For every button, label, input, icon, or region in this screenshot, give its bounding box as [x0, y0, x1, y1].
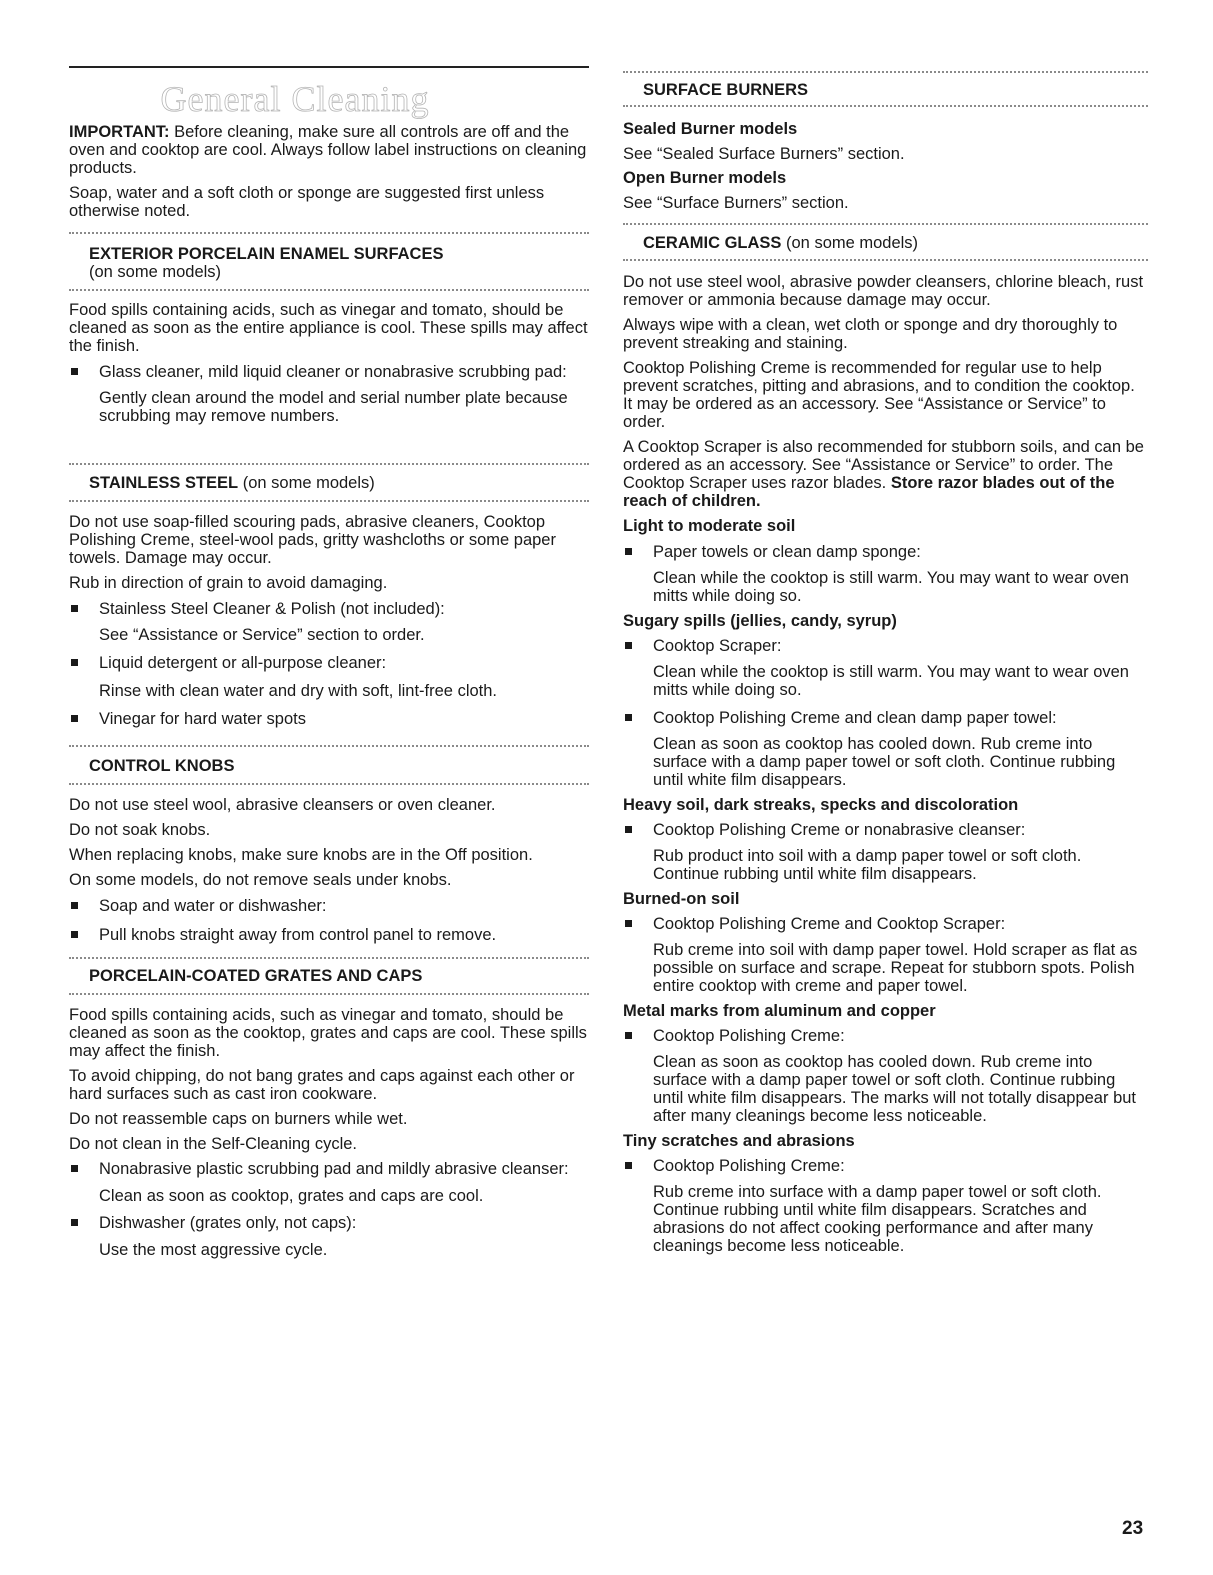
important-notice [69, 123, 589, 177]
knobs-text-1: Do not use steel wool, abrasive cleansers or oven cleaner. [69, 796, 496, 814]
stainless-title: STAINLESS STEEL [89, 474, 239, 492]
divider [69, 993, 589, 995]
light-soil-heading: Light to moderate soil [623, 517, 796, 535]
divider [623, 71, 1148, 73]
metal-marks-detail: Clean as soon as cooktop has cooled down. Rub creme into surface with a damp paper towel or soft cloth. Continue rubbing until white film disappears. The marks will not totally disappear but after many cleanings become less noticeable. [653, 1053, 1137, 1125]
sugary-spills-heading: Sugary spills (jellies, candy, syrup) [623, 612, 897, 630]
metal-marks-heading: Metal marks from aluminum and copper [623, 1002, 936, 1020]
divider [623, 223, 1148, 225]
light-soil-detail: Clean while the cooktop is still warm. You may want to wear oven mitts while doing so. [653, 569, 1129, 605]
open-burner-text: See “Surface Burners” section. [623, 194, 849, 212]
grates-detail-2: Use the most aggressive cycle. [99, 1241, 328, 1259]
burned-on-soil-detail: Rub creme into soil with damp paper towel. Hold scraper as flat as possible on surface and scrape. Repeat for stubborn spots. Polish entire cooktop with creme and paper towel. [653, 941, 1138, 995]
knobs-text-4: On some models, do not remove seals under knobs. [69, 871, 452, 889]
stainless-detail-2: Rinse with clean water and dry with soft, lint-free cloth. [99, 682, 498, 700]
sugary-detail-2: Clean as soon as cooktop has cooled down. Rub creme into surface with a damp paper towel or soft cloth. Continue rubbing until white film disappears. [653, 735, 1116, 789]
burned-on-soil-heading: Burned-on soil [623, 890, 740, 908]
list-item: Cooktop Scraper: [623, 637, 1148, 655]
heavy-soil-heading: Heavy soil, dark streaks, specks and discoloration [623, 796, 1019, 814]
divider [623, 105, 1148, 107]
important-label: IMPORTANT: [69, 123, 170, 141]
stainless-text-1: Do not use soap-filled scouring pads, abrasive cleaners, Cooktop Polishing Creme, steel-wool pads, gritty washcloths or some paper towels. Damage may occur. [69, 513, 556, 567]
exterior-section-title [69, 245, 589, 281]
divider [69, 232, 589, 234]
ceramic-text-1: Do not use steel wool, abrasive powder cleansers, chlorine bleach, rust remover or ammonia because damage may occur. [623, 273, 1144, 309]
divider [623, 259, 1148, 261]
divider [69, 957, 589, 959]
ceramic-body [623, 273, 1148, 1255]
sealed-burner-heading: Sealed Burner models [623, 120, 798, 138]
ceramic-title: CERAMIC GLASS [643, 234, 782, 252]
list-item: Cooktop Polishing Creme and clean damp paper towel: [623, 709, 1148, 727]
list-item: Liquid detergent or all-purpose cleaner: [69, 654, 589, 672]
open-burner-heading: Open Burner models [623, 169, 787, 187]
knobs-title: CONTROL KNOBS [89, 757, 235, 775]
list-item: Vinegar for hard water spots [69, 710, 589, 728]
grates-text-2: To avoid chipping, do not bang grates and caps against each other or hard surfaces such as cast iron cookware. [69, 1067, 575, 1103]
exterior-text: Food spills containing acids, such as vinegar and tomato, should be cleaned as soon as the entire appliance is cool. These spills may affect the finish. [69, 301, 588, 355]
divider [69, 463, 589, 465]
list-item: Nonabrasive plastic scrubbing pad and mildly abrasive cleanser: [69, 1160, 589, 1178]
sugary-detail-1: Clean while the cooktop is still warm. You may want to wear oven mitts while doing so. [653, 663, 1129, 699]
heavy-soil-detail: Rub product into soil with a damp paper towel or soft cloth. Continue rubbing until white film disappears. [653, 847, 1082, 883]
page-title: General Cleaning [160, 79, 430, 119]
page-number: 23 [1122, 1518, 1144, 1539]
ceramic-warning: Store razor blades out of the reach of children. [623, 474, 1115, 510]
stainless-text-2: Rub in direction of grain to avoid damaging. [69, 574, 388, 592]
ceramic-text-3: Cooktop Polishing Creme is recommended for regular use to help prevent scratches, pitting and abrasions, and to condition the cooktop. It may be ordered as an accessory. See “Assistance or Service” to order. [623, 359, 1135, 431]
sealed-burner-text: See “Sealed Surface Burners” section. [623, 145, 905, 163]
stainless-body [69, 513, 589, 728]
list-item: Glass cleaner, mild liquid cleaner or nonabrasive scrubbing pad: [69, 363, 589, 381]
exterior-title: EXTERIOR PORCELAIN ENAMEL SURFACES [89, 245, 444, 263]
ceramic-section-title [623, 234, 1148, 252]
important-text: Before cleaning, make sure all controls are off and the oven and cooktop are cool. Always follow label instructions on cleaning products. [69, 123, 587, 177]
list-item: Paper towels or clean damp sponge: [623, 543, 1148, 561]
list-item: Cooktop Polishing Creme: [623, 1027, 1148, 1045]
grates-detail-1: Clean as soon as cooktop, grates and caps are cool. [99, 1187, 484, 1205]
grates-text-1: Food spills containing acids, such as vinegar and tomato, should be cleaned as soon as the cooktop, grates and caps are cool. These spills may affect the finish. [69, 1006, 587, 1060]
divider [69, 783, 589, 785]
list-item: Cooktop Polishing Creme or nonabrasive cleanser: [623, 821, 1148, 839]
ceramic-text-2: Always wipe with a clean, wet cloth or sponge and dry thoroughly to prevent streaking and staining. [623, 316, 1118, 352]
list-item: Soap and water or dishwasher: [69, 897, 589, 915]
grates-body [69, 1006, 589, 1259]
list-item: Stainless Steel Cleaner & Polish (not included): [69, 600, 589, 618]
exterior-body [69, 301, 589, 425]
list-item: Cooktop Polishing Creme: [623, 1157, 1148, 1175]
tiny-scratches-detail: Rub creme into surface with a damp paper towel or soft cloth. Continue rubbing until white film disappears. Scratches and abrasions do not affect cooking performance and after many cleanings become less noticeable. [653, 1183, 1102, 1255]
knobs-section-title [69, 757, 589, 775]
list-item: Dishwasher (grates only, not caps): [69, 1214, 589, 1232]
divider [69, 289, 589, 291]
list-item: Pull knobs straight away from control panel to remove. [69, 926, 589, 944]
stainless-title-note: (on some models) [238, 474, 375, 492]
burners-section-title [623, 81, 1148, 99]
list-item: Cooktop Polishing Creme and Cooktop Scraper: [623, 915, 1148, 933]
exterior-detail: Gently clean around the model and serial number plate because scrubbing may remove numbers. [99, 389, 568, 425]
knobs-body [69, 796, 589, 944]
burners-title: SURFACE BURNERS [643, 81, 809, 99]
ceramic-text-4: A Cooktop Scraper is also recommended for stubborn soils, and can be ordered as an accessory. See “Assistance or Service” to order. The Cooktop Scraper uses razor blades. [623, 438, 1144, 492]
knobs-text-2: Do not soak knobs. [69, 821, 211, 839]
grates-section-title [69, 967, 589, 985]
burners-body [623, 120, 1148, 212]
divider [69, 745, 589, 747]
grates-text-3: Do not reassemble caps on burners while wet. [69, 1110, 408, 1128]
intro-text [69, 184, 589, 220]
grates-text-4: Do not clean in the Self-Cleaning cycle. [69, 1135, 357, 1153]
grates-title: PORCELAIN-COATED GRATES AND CAPS [89, 967, 423, 985]
divider [69, 500, 589, 502]
top-rule [69, 66, 589, 68]
tiny-scratches-heading: Tiny scratches and abrasions [623, 1132, 855, 1150]
stainless-detail-1: See “Assistance or Service” section to order. [99, 626, 425, 644]
knobs-text-3: When replacing knobs, make sure knobs are in the Off position. [69, 846, 533, 864]
ceramic-title-note: (on some models) [781, 234, 919, 252]
intro-paragraph: Soap, water and a soft cloth or sponge are suggested first unless otherwise noted. [69, 184, 545, 220]
exterior-subtitle: (on some models) [89, 263, 222, 281]
stainless-section-title [69, 474, 589, 492]
